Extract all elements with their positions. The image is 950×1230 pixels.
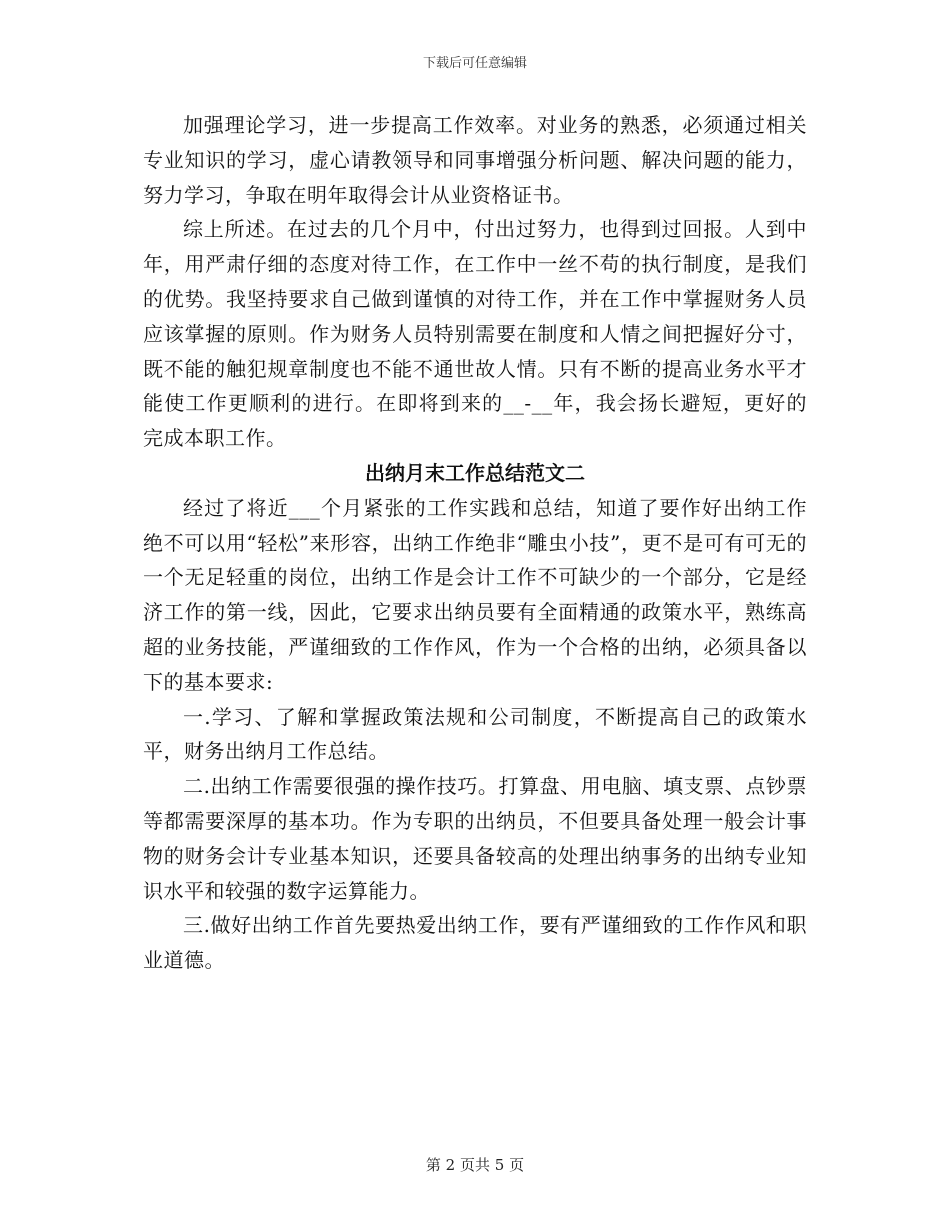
paragraph-item-1: 一.学习、了解和掌握政策法规和公司制度，不断提高自己的政策水平，财务出纳月工作总结。	[143, 704, 807, 764]
paragraph-item-2: 二.出纳工作需要很强的操作技巧。打算盘、用电脑、填支票、点钞票等都需要深厚的基本功。作为专职的出纳员，不但要具备处理一般会计事物的财务会计专业基本知识，还要具备较高的处理出纳事务的出纳专业知识水平和较强的数字运算能力。	[143, 774, 807, 903]
page-header-note: 下载后可任意编辑	[422, 56, 527, 71]
paragraph-summary: 综上所述。在过去的几个月中，付出过努力，也得到过回报。人到中年，用严肃仔细的态度对待工作，在工作中一丝不苟的执行制度，是我们的优势。我坚持要求自己做到谨慎的对待工作，并在工作中掌握财务人员应该掌握的原则。作为财务人员特别需要在制度和人情之间把握好分寸，既不能的触犯规章制度也不能不通世故人情。只有不断的提高业务水平才能使工作更顺利的进行。在即将到来的__-__年，我会扬长避短，更好的完成本职工作。	[143, 217, 807, 451]
paragraph-study: 加强理论学习，进一步提高工作效率。对业务的熟悉，必须通过相关专业知识的学习，虚心请教领导和同事增强分析问题、解决问题的能力，努力学习，争取在明年取得会计从业资格证书。	[143, 113, 807, 207]
paragraph-item-3: 三.做好出纳工作首先要热爱出纳工作，要有严谨细致的工作作风和职业道德。	[143, 913, 807, 973]
page-footer: 第 2 页共 5 页	[425, 1156, 525, 1174]
section-title: 出纳月末工作总结范文二	[365, 460, 585, 485]
paragraph-intro: 经过了将近___个月紧张的工作实践和总结，知道了要作好出纳工作绝不可以用“轻松”来形容，出纳工作绝非“雕虫小技”，更不是可有可无的一个无足轻重的岗位，出纳工作是会计工作不可缺少的一个部分，它是经济工作的第一线，因此，它要求出纳员要有全面精通的政策水平，熟练高超的业务技能，严谨细致的工作作风，作为一个合格的出纳，必须具备以下的基本要求:	[143, 495, 807, 694]
document-body	[143, 108, 807, 978]
